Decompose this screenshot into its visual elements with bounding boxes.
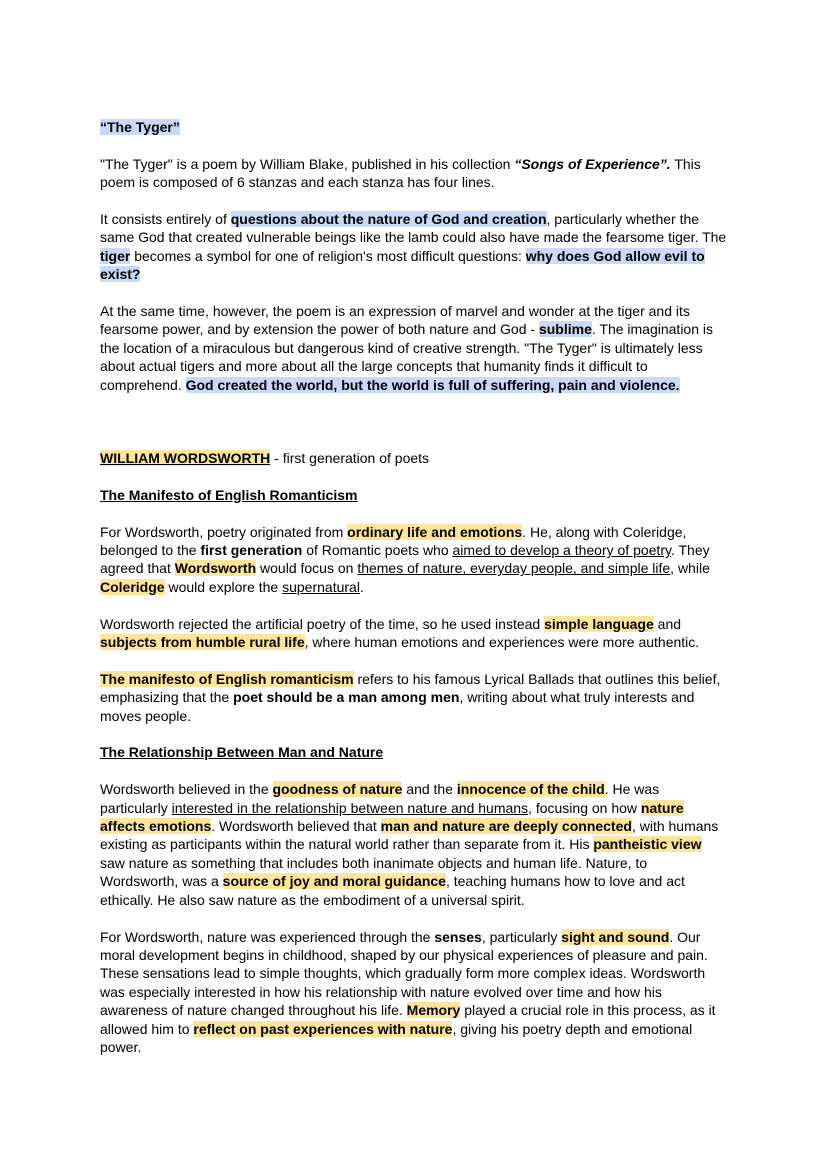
highlight-yellow: The manifesto of English romanticism [100, 670, 354, 687]
highlight-yellow: simple language [544, 615, 654, 632]
tyger-title-text: “The Tyger” [100, 119, 180, 135]
underlined-text: themes of nature, everyday people, and simple life [357, 560, 671, 577]
text-run: , giving his poetry depth and emotional power. [100, 1020, 693, 1055]
text-run: "The Tyger" is a poem by William Blake, published in his collection [100, 155, 515, 172]
text-run: . [359, 578, 364, 595]
tyger-title [100, 118, 728, 136]
tyger-paragraph-2 [100, 210, 728, 284]
text-run: . Our moral development begins in childhood, shaped by our physical experiences of pleasure and pain. These sensations lead to simple thoughts, which gradually form more complex ideas. Wordsworth was especially interested in how his relationship with nature evolved over time and how his awareness of nature changed throughout his life. [100, 928, 708, 1019]
highlight-blue: tiger [100, 247, 131, 264]
text-run: . The imagination is the location of a miraculous but dangerous kind of creative strength. "The Tyger" is ultimately less about actual tigers and more about all the large concepts that humanity finds it difficult to comprehend. [100, 321, 713, 393]
text-run: becomes a symbol for one of religion's most difficult questions: [130, 247, 526, 264]
text-run: This poem is composed of 6 stanzas and each stanza has four lines. [100, 155, 701, 191]
section-title-man-and-nature [100, 743, 728, 761]
text-run: Wordsworth believed in the [100, 781, 273, 798]
text-run: For Wordsworth, nature was experienced through the [100, 928, 435, 945]
text-run: refers to his famous Lyrical Ballads that outlines this belief, emphasizing that the [100, 670, 721, 706]
text-run: Wordsworth rejected the artificial poetry of the time, so he used instead [100, 615, 545, 632]
wordsworth-paragraph-5 [100, 928, 728, 1057]
underlined-text: interested in the relationship between nature and humans [171, 799, 529, 816]
text-run: , focusing on how [528, 799, 641, 816]
wordsworth-paragraph-1 [100, 523, 728, 597]
bold-text: first generation [200, 542, 303, 559]
text-run: , writing about what truly interests and moves people. [100, 689, 695, 724]
highlight-yellow: subjects from humble rural life [100, 634, 305, 651]
text-run: and [653, 615, 682, 632]
highlight-yellow: pantheistic view [593, 836, 702, 853]
bold-text: poet should be a man among men [233, 689, 460, 706]
highlight-yellow: ordinary life and emotions [347, 523, 523, 540]
text-run: For Wordsworth, poetry originated from [100, 523, 348, 540]
text-run: , teaching humans how to love and act ethically. He also saw nature as the embodiment of a universal spirit. [100, 873, 685, 908]
text-run: - first generation of poets [270, 450, 430, 467]
text-run: . They agreed that [100, 542, 710, 577]
tyger-paragraph-1 [100, 155, 728, 192]
underlined-text: supernatural [282, 578, 360, 595]
highlight-yellow: Memory [406, 1002, 461, 1019]
highlight-blue: sublime [538, 321, 592, 338]
wordsworth-paragraph-3 [100, 670, 728, 725]
text-run: of Romantic poets who [302, 542, 453, 559]
text-run: It consists entirely of [100, 211, 231, 227]
underlined-text: aimed to develop a theory of poetry [452, 542, 671, 559]
tyger-paragraph-3 [100, 302, 728, 394]
section-title-manifesto [100, 486, 728, 504]
text-run: would focus on [256, 560, 358, 577]
text-run: and the [402, 781, 457, 798]
wordsworth-paragraph-4 [100, 780, 728, 909]
text-run: would explore the [164, 578, 283, 595]
highlight-blue: questions about the nature of God and creation [230, 211, 547, 227]
text-run: , where human emotions and experiences were more authentic. [304, 634, 700, 651]
highlight-yellow: nature affects emotions [100, 799, 684, 835]
highlight-yellow: goodness of nature [272, 781, 403, 798]
highlight-yellow: source of joy and moral guidance [222, 873, 446, 890]
text-run: played a crucial role in this process, as it allowed him to [100, 1002, 716, 1037]
text-run: . Wordsworth believed that [211, 818, 381, 835]
section-title-text: The Manifesto of English Romanticism [100, 486, 358, 503]
text-run: . He, along with Coleridge, belonged to the [100, 523, 687, 559]
text-run: , with humans existing as participants within the natural world rather than separate from it. His [100, 818, 719, 853]
text-run: , particularly whether the same God that created vulnerable beings like the lamb could also have made the fearsome tiger. The [100, 211, 727, 246]
collection-title: “Songs of Experience”. [514, 155, 671, 172]
highlight-yellow: Wordsworth [174, 560, 257, 577]
text-run: , particularly [481, 928, 562, 945]
author-name: WILLIAM WORDSWORTH [100, 450, 271, 467]
highlight-yellow: sight and sound [561, 928, 670, 945]
highlight-yellow: innocence of the child [456, 781, 605, 798]
text-run: At the same time, however, the poem is an expression of marvel and wonder at the tiger and its fearsome power, and by extension the power of both nature and God - [100, 303, 690, 338]
bold-text: senses [434, 928, 482, 945]
text-run: . He was particularly [100, 781, 660, 816]
wordsworth-paragraph-2 [100, 615, 728, 652]
wordsworth-heading [100, 449, 728, 467]
highlight-blue: why does God allow evil to exist? [100, 247, 705, 283]
section-title-text: The Relationship Between Man and Nature [100, 744, 384, 761]
highlight-yellow: reflect on past experiences with nature [193, 1020, 453, 1037]
highlight-yellow: Coleridge [100, 578, 165, 595]
text-run: , while [670, 560, 710, 577]
highlight-yellow: man and nature are deeply connected [380, 818, 632, 835]
highlight-blue: God created the world, but the world is full of suffering, pain and violence. [185, 376, 680, 393]
text-run: saw nature as something that includes both inanimate objects and human life. Nature, to Wordsworth, was a [100, 854, 648, 890]
